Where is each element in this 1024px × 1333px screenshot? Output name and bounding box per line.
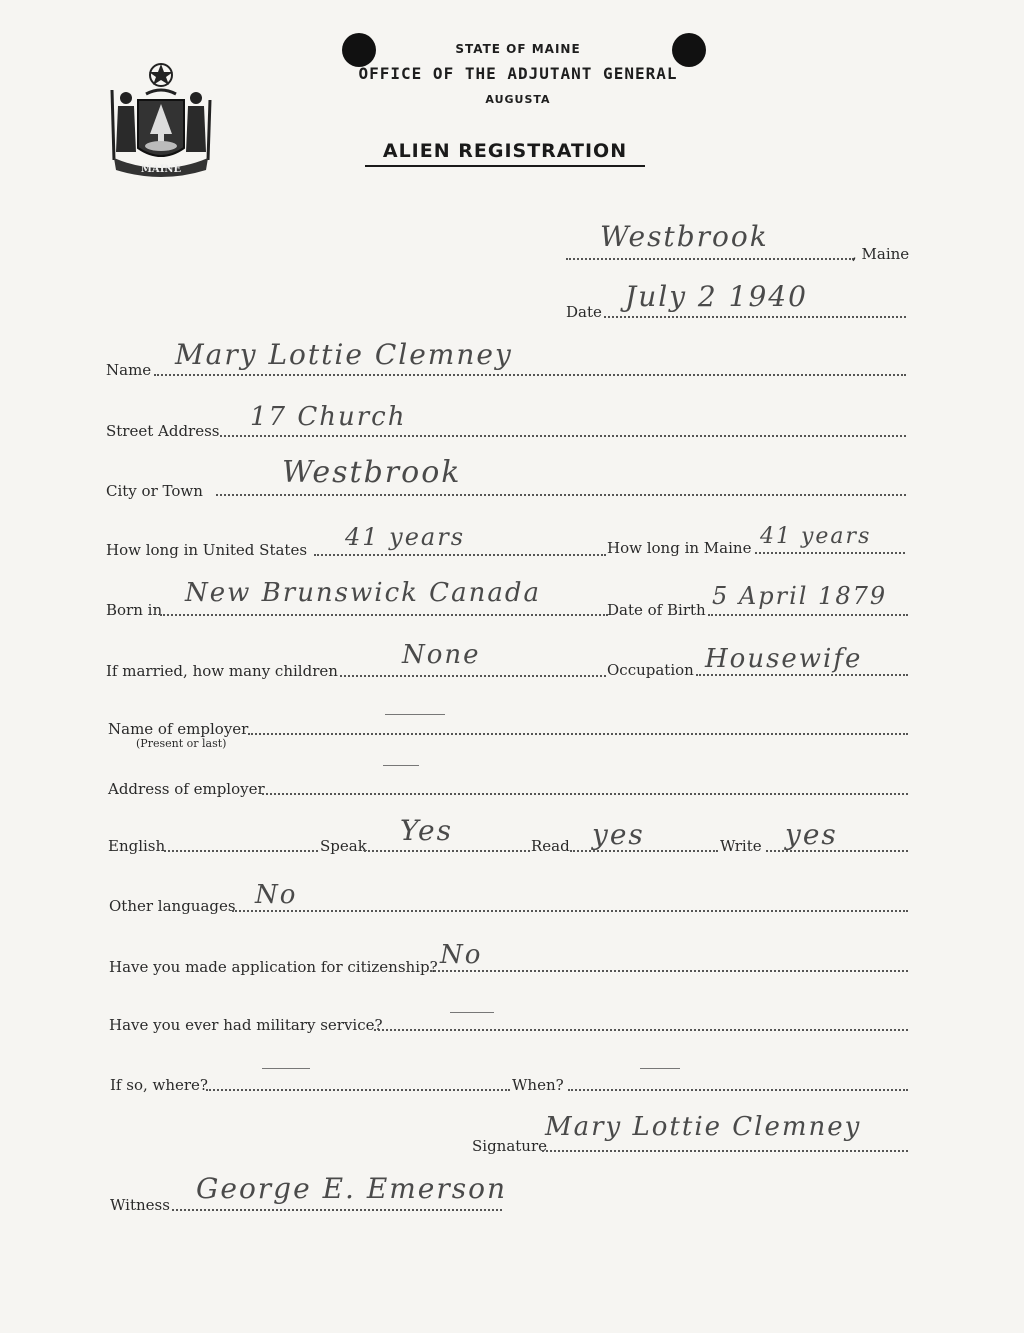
date-value[interactable]: July 2 1940 [625,280,808,313]
date-label: Date [566,303,602,321]
children-line [340,675,606,677]
form-title: ALIEN REGISTRATION [365,140,645,167]
dob-line [708,614,908,616]
street-line [220,435,906,437]
employer-name-line[interactable] [248,733,908,735]
place-suffix: , Maine [852,245,910,263]
occupation-line [696,674,908,676]
signature-value[interactable]: Mary Lottie Clemney [545,1112,862,1142]
header-state: STATE OF MAINE [455,42,581,56]
when-label: When? [512,1076,564,1094]
occupation-value[interactable]: Housewife [705,644,863,674]
english-line [164,850,318,852]
occupation-label: Occupation [607,661,694,679]
employer-name-label: Name of employer [108,720,249,738]
when-dash [640,1068,680,1069]
us-duration-line [314,554,606,556]
city-value[interactable]: Westbrook [282,455,462,490]
where-dash [262,1068,310,1069]
employer-name-dash [385,714,445,715]
city-line [216,494,906,496]
write-value[interactable]: yes [785,818,838,851]
signature-label: Signature [472,1137,548,1155]
name-value[interactable]: Mary Lottie Clemney [175,338,513,371]
speak-label: Speak [320,837,367,855]
children-value[interactable]: None [402,640,481,670]
city-label: City or Town [106,482,203,500]
citizenship-label: Have you made application for citizenship? [109,958,438,976]
citizenship-line [430,970,908,972]
employer-address-dash [383,765,419,766]
where-label: If so, where? [110,1076,208,1094]
read-label: Read [531,837,570,855]
date-line [604,316,906,318]
born-in-value[interactable]: New Brunswick Canada [185,578,541,608]
other-languages-line [232,910,908,912]
born-in-label: Born in [106,601,163,619]
employer-address-line[interactable] [262,793,908,795]
citizenship-value[interactable]: No [440,940,483,970]
other-languages-label: Other languages [109,897,236,915]
when-line[interactable] [568,1089,908,1091]
header-office: OFFICE OF THE ADJUTANT GENERAL [358,64,678,83]
maine-duration-label: How long in Maine [607,539,752,557]
witness-value[interactable]: George E. Emerson [196,1172,508,1205]
place-line [566,258,854,260]
header-city: AUGUSTA [485,93,551,106]
employer-name-sublabel: (Present or last) [136,737,227,750]
military-label: Have you ever had military service? [109,1016,383,1034]
svg-text:MAINE: MAINE [140,164,182,175]
military-line[interactable] [374,1029,908,1031]
where-line[interactable] [206,1089,510,1091]
speak-line [364,850,530,852]
children-label: If married, how many children [106,662,338,680]
other-languages-value[interactable]: No [255,880,298,910]
english-label: English [108,837,166,855]
us-duration-value[interactable]: 41 years [345,523,466,551]
us-duration-label: How long in United States [106,541,308,559]
maine-duration-value[interactable]: 41 years [760,524,872,549]
dob-label: Date of Birth [607,601,706,619]
name-label: Name [106,361,152,379]
military-dash [450,1012,494,1013]
street-value[interactable]: 17 Church [250,402,407,432]
employer-address-label: Address of employer [108,780,265,798]
witness-label: Witness [110,1196,170,1214]
maine-duration-line [755,552,905,554]
read-value[interactable]: yes [592,818,645,851]
born-in-line [160,614,608,616]
speak-value[interactable]: Yes [400,814,453,847]
dob-value[interactable]: 5 April 1879 [712,582,888,610]
signature-line [542,1150,908,1152]
street-label: Street Address [106,422,220,440]
name-line [154,374,906,376]
write-label: Write [720,837,762,855]
place-value[interactable]: Westbrook [600,220,769,253]
witness-line [172,1209,502,1211]
